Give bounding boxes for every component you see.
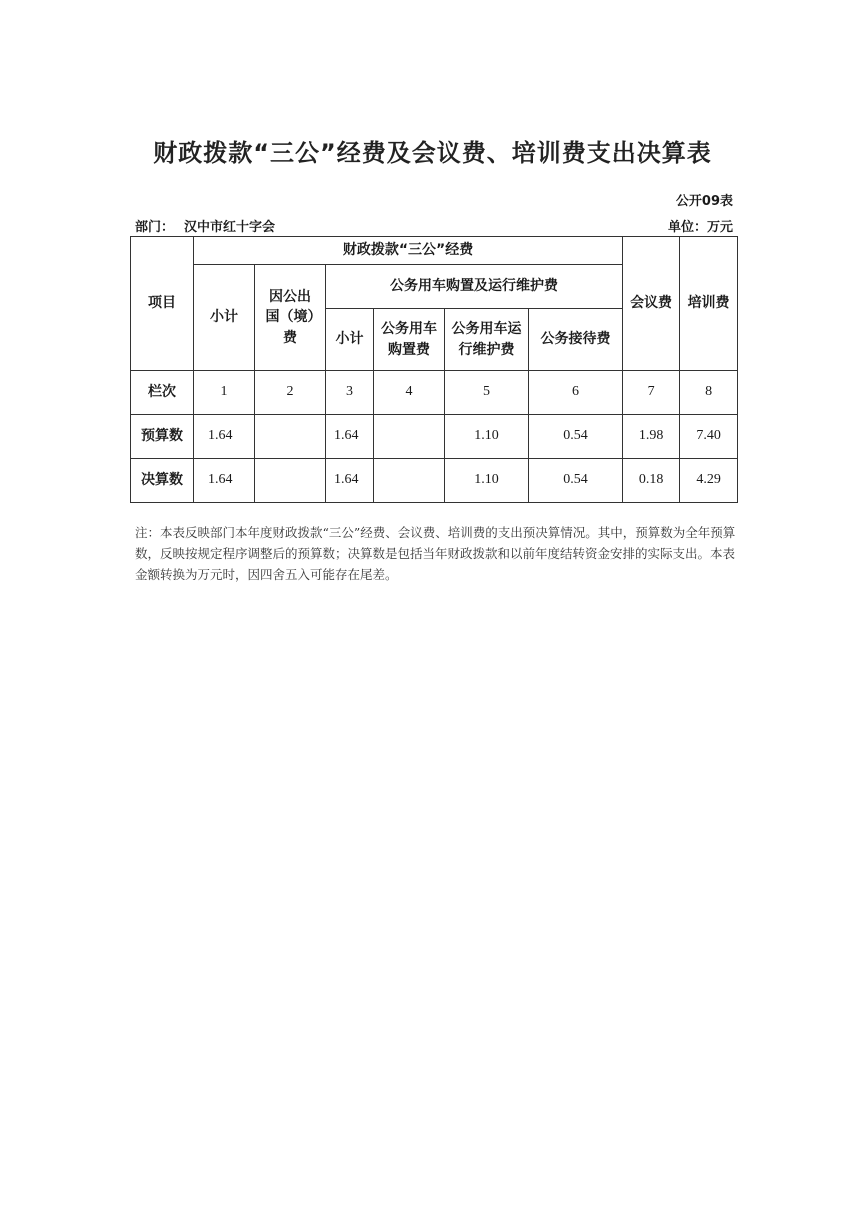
table-cell xyxy=(255,415,326,459)
column-number: 3 xyxy=(326,371,374,415)
table-cell: 1.64 xyxy=(194,415,255,459)
header-subtotal: 小计 xyxy=(194,265,255,371)
column-number: 1 xyxy=(194,371,255,415)
table-cell xyxy=(374,415,445,459)
unit-label: 单位：万元 xyxy=(667,220,733,235)
form-number: 公开09表 xyxy=(675,194,733,209)
table-cell: 1.10 xyxy=(445,459,529,503)
header-meeting: 会议费 xyxy=(623,237,680,371)
budget-table xyxy=(130,236,738,503)
department-line xyxy=(135,216,275,235)
column-number: 6 xyxy=(529,371,623,415)
table-cell: 1.98 xyxy=(623,415,680,459)
table-cell: 7.40 xyxy=(680,415,738,459)
column-number: 8 xyxy=(680,371,738,415)
table-cell: 0.18 xyxy=(623,459,680,503)
column-number: 5 xyxy=(445,371,529,415)
table-cell: 4.29 xyxy=(680,459,738,503)
column-number-row xyxy=(131,371,738,415)
header-vehicle-purchase: 公务用车购置费 xyxy=(374,309,445,371)
header-vehicle-operation: 公务用车运行维护费 xyxy=(445,309,529,371)
column-number-label: 栏次 xyxy=(131,371,194,415)
column-number: 7 xyxy=(623,371,680,415)
department-label: 部门： xyxy=(135,220,175,235)
table-cell: 0.54 xyxy=(529,415,623,459)
table-cell xyxy=(255,459,326,503)
table-row-actual xyxy=(131,459,738,503)
header-item: 项目 xyxy=(131,237,194,371)
table-cell xyxy=(374,459,445,503)
table-cell: 1.64 xyxy=(326,459,374,503)
column-number: 2 xyxy=(255,371,326,415)
row-label: 预算数 xyxy=(131,415,194,459)
table-row-budget xyxy=(131,415,738,459)
header-reception: 公务接待费 xyxy=(529,309,623,371)
table-note: 注：本表反映部门本年度财政拨款“三公”经费、会议费、培训费的支出预决算情况。其中，预算数为全年预算数，反映按规定程序调整后的预算数；决算数是包括当年财政拨款和以前年度结转资金安排的实际支出。本表金额转换为万元时，因四舍五入可能存在尾差。 xyxy=(135,525,736,582)
column-number: 4 xyxy=(374,371,445,415)
header-abroad: 因公出国（境）费 xyxy=(255,265,326,371)
header-vehicle-subtotal: 小计 xyxy=(326,309,374,371)
table-cell: 1.64 xyxy=(326,415,374,459)
department-value: 汉中市红十字会 xyxy=(184,220,276,235)
table-cell: 0.54 xyxy=(529,459,623,503)
header-vehicle-group: 公务用车购置及运行维护费 xyxy=(326,265,623,309)
header-three-public: 财政拨款“三公”经费 xyxy=(194,237,623,265)
page-title: 财政拨款“三公”经费及会议费、培训费支出决算表 xyxy=(153,139,712,167)
row-label: 决算数 xyxy=(131,459,194,503)
table-cell: 1.10 xyxy=(445,415,529,459)
table-cell: 1.64 xyxy=(194,459,255,503)
header-training: 培训费 xyxy=(680,237,738,371)
